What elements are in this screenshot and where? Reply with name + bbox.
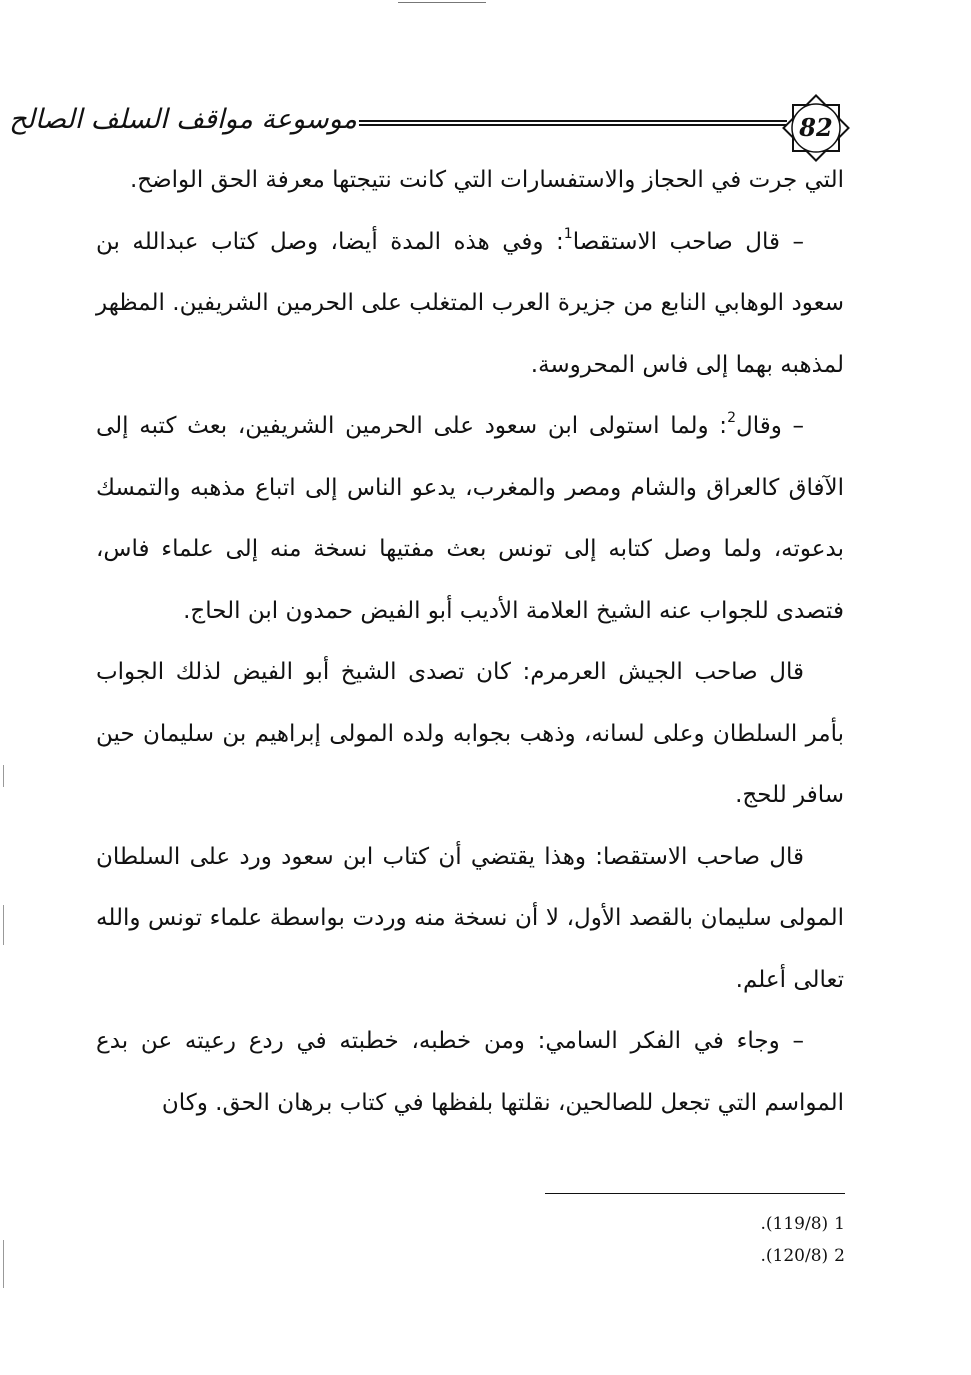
top-divider <box>398 2 486 3</box>
footnote-1 <box>545 1208 845 1240</box>
main-text <box>96 150 844 1134</box>
footnote-text: (120/8). <box>760 1246 829 1266</box>
paragraph-6: – وجاء في الفكر السامي: ومن خطبه، خطبته في ردع رعيته عن بدع المواسم التي تجعل للصالحين، نقلتها بلفظها في كتاب برهان الحق. وكان <box>96 1028 844 1116</box>
paragraph-1: التي جرت في الحجاز والاستفسارات التي كانت نتيجتها معرفة الحق الواضح. <box>129 167 844 193</box>
footnote-number: 1 <box>834 1214 845 1234</box>
paragraph-2-rest: : وفي هذه المدة أيضا، وصل كتاب عبدالله بن سعود الوهابي النابع من جزيرة العرب المتغلب على الحرمين الشريفين. المظهر لمذهبه بهما إلى فاس المحروسة. <box>96 228 844 378</box>
footnote-separator <box>545 1193 845 1194</box>
paragraph-3-rest: : ولما استولى ابن سعود على الحرمين الشريفين، بعث كتبه إلى الآفاق كالعراق والشام ومصر والمغرب، يدعو الناس إلى اتباع مذهبه والتمسك بدعوته، ولما وصل كتابه إلى تونس بعث مفتيها نسخة منه إلى علماء فاس، فتصدى للجواب عنه الشيخ العلامة الأديب أبو الفيض حمدون ابن الحاج. <box>96 413 844 624</box>
header-double-rule <box>359 120 787 126</box>
paragraph-2 <box>96 212 844 397</box>
footnotes <box>545 1208 845 1272</box>
paragraph-5: قال صاحب الاستقصا: وهذا يقتضي أن كتاب ابن سعود ورد على السلطان المولى سليمان بالقصد الأول، لا أن نسخة منه وردت بواسطة علماء تونس والله تعالى أعلم. <box>96 843 844 993</box>
footnote-ref-2[interactable]: 2 <box>727 410 736 426</box>
page-number: 82 <box>799 113 833 142</box>
paragraph-3-lead: – وقال <box>735 413 804 439</box>
footnote-ref-1[interactable]: 1 <box>563 225 573 242</box>
footnote-number: 2 <box>834 1246 845 1266</box>
scan-edge-mark <box>3 765 4 787</box>
paragraph-2-lead: – قال صاحب الاستقصا <box>572 228 805 255</box>
footnote-2 <box>545 1240 845 1272</box>
footnote-text: (119/8). <box>760 1214 829 1234</box>
paragraph-3 <box>96 396 844 642</box>
scan-edge-mark <box>3 905 4 945</box>
paragraph-4: قال صاحب الجيش العرمرم: كان تصدى الشيخ أبو الفيض لذلك الجواب بأمر السلطان وعلى لسانه، وذهب بجوابه ولده المولى إبراهيم بن سليمان حين سافر للحج. <box>96 659 844 808</box>
scan-edge-mark <box>3 1240 4 1288</box>
book-title: موسوعة مواقف السلف الصالح <box>9 104 357 135</box>
